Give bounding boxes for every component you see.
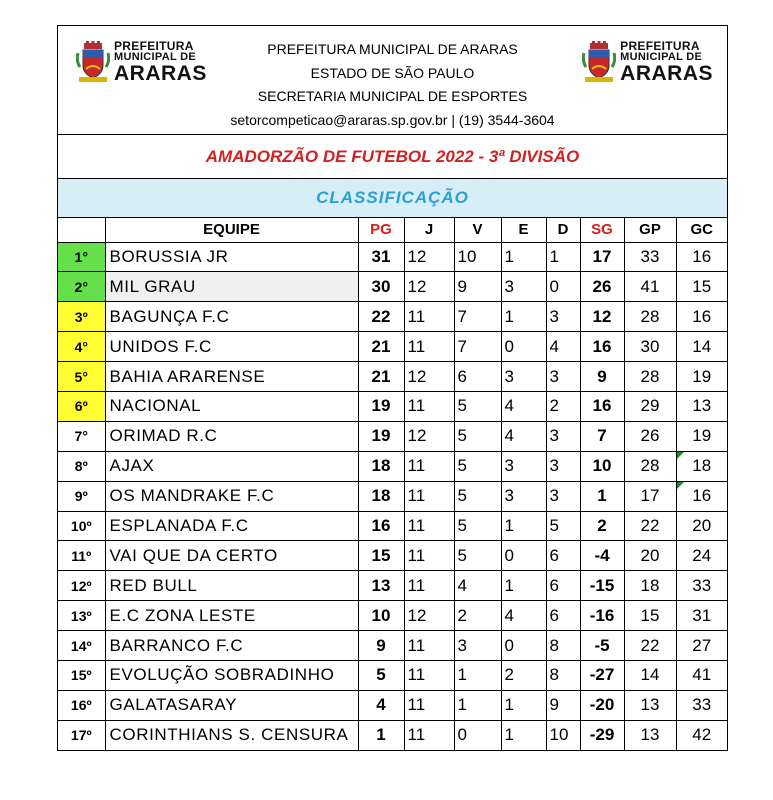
- championship-title: AMADORZÃO DE FUTEBOL 2022 - 3ª DIVISÃO: [58, 135, 727, 179]
- points-cell: 31: [358, 242, 404, 272]
- logo-line-2: MUNICIPAL DE: [620, 51, 703, 63]
- goals-for-cell: 41: [624, 272, 676, 302]
- goals-against-cell: 41: [676, 660, 727, 690]
- draws-cell: 0: [501, 541, 546, 571]
- position-cell: 16º: [58, 690, 105, 720]
- goals-for-cell: 17: [624, 481, 676, 511]
- points-cell: 30: [358, 272, 404, 302]
- position-cell: 7°: [58, 421, 105, 451]
- goal-difference-cell: -20: [580, 690, 624, 720]
- wins-cell: 5: [454, 511, 501, 541]
- wins-cell: 7: [454, 332, 501, 362]
- logo-line-3: ARARAS: [114, 62, 207, 85]
- table-row: [58, 631, 727, 661]
- position-cell: 4°: [58, 332, 105, 362]
- points-cell: 18: [358, 451, 404, 481]
- losses-cell: 5: [546, 511, 580, 541]
- draws-cell: 3: [501, 481, 546, 511]
- draws-cell: 3: [501, 362, 546, 392]
- col-pos-header: [58, 218, 105, 242]
- draws-cell: 1: [501, 720, 546, 750]
- losses-cell: 10: [546, 720, 580, 750]
- logo-line-1: PREFEITURA: [114, 39, 194, 53]
- table-row: [58, 511, 727, 541]
- draws-cell: 4: [501, 601, 546, 631]
- table-row: [58, 481, 727, 511]
- goal-difference-cell: 26: [580, 272, 624, 302]
- games-cell: 11: [404, 541, 454, 571]
- header-line-1: PREFEITURA MUNICIPAL DE ARARAS: [267, 41, 518, 57]
- goals-against-cell: 14: [676, 332, 727, 362]
- wins-cell: 5: [454, 541, 501, 571]
- team-name-cell: CORINTHIANS S. CENSURA: [105, 720, 358, 750]
- table-row: [58, 391, 727, 421]
- goal-difference-cell: 16: [580, 332, 624, 362]
- goals-against-cell: 42: [676, 720, 727, 750]
- draws-cell: 0: [501, 332, 546, 362]
- goals-against-cell: 16: [676, 242, 727, 272]
- goal-difference-cell: 7: [580, 421, 624, 451]
- col-gc-header: GC: [676, 218, 727, 242]
- team-name-cell: NACIONAL: [105, 391, 358, 421]
- games-cell: 11: [404, 631, 454, 661]
- position-cell: 15º: [58, 660, 105, 690]
- goals-against-cell: 33: [676, 690, 727, 720]
- city-logo-right: [582, 40, 713, 84]
- table-row: [58, 242, 727, 272]
- wins-cell: 5: [454, 451, 501, 481]
- logo-line-1: PREFEITURA: [620, 39, 700, 53]
- points-cell: 18: [358, 481, 404, 511]
- table-row: [58, 332, 727, 362]
- goal-difference-cell: -15: [580, 571, 624, 601]
- goals-against-cell: 18: [676, 451, 727, 481]
- draws-cell: 0: [501, 631, 546, 661]
- position-cell: 10º: [58, 511, 105, 541]
- points-cell: 10: [358, 601, 404, 631]
- losses-cell: 2: [546, 391, 580, 421]
- col-pg-header: PG: [358, 218, 404, 242]
- position-cell: 9º: [58, 481, 105, 511]
- losses-cell: 8: [546, 660, 580, 690]
- position-cell: 12º: [58, 571, 105, 601]
- team-name-cell: UNIDOS F.C: [105, 332, 358, 362]
- losses-cell: 3: [546, 302, 580, 332]
- losses-cell: 1: [546, 242, 580, 272]
- draws-cell: 3: [501, 272, 546, 302]
- team-name-cell: OS MANDRAKE F.C: [105, 481, 358, 511]
- col-j-header: J: [404, 218, 454, 242]
- losses-cell: 6: [546, 541, 580, 571]
- wins-cell: 1: [454, 660, 501, 690]
- wins-cell: 7: [454, 302, 501, 332]
- classification-heading: CLASSIFICAÇÃO: [58, 179, 727, 218]
- points-cell: 4: [358, 690, 404, 720]
- header-contact: setorcompeticao@araras.sp.gov.br | (19) 3544-3604: [230, 111, 555, 128]
- table-row: [58, 302, 727, 332]
- points-cell: 1: [358, 720, 404, 750]
- logo-line-2: MUNICIPAL DE: [114, 51, 197, 63]
- points-cell: 9: [358, 631, 404, 661]
- team-name-cell: GALATASARAY: [105, 690, 358, 720]
- team-name-cell: BAGUNÇA F.C: [105, 302, 358, 332]
- table-row: [58, 720, 727, 750]
- goal-difference-cell: 10: [580, 451, 624, 481]
- comment-marker-icon: [677, 452, 684, 459]
- goals-for-cell: 29: [624, 391, 676, 421]
- team-name-cell: BORUSSIA JR: [105, 242, 358, 272]
- games-cell: 11: [404, 571, 454, 601]
- goals-for-cell: 22: [624, 511, 676, 541]
- games-cell: 11: [404, 451, 454, 481]
- team-name-cell: MIL GRAU: [105, 272, 358, 302]
- goals-for-cell: 22: [624, 631, 676, 661]
- col-v-header: V: [454, 218, 501, 242]
- losses-cell: 6: [546, 601, 580, 631]
- table-row: [58, 601, 727, 631]
- losses-cell: 3: [546, 481, 580, 511]
- games-cell: 12: [404, 242, 454, 272]
- games-cell: 12: [404, 272, 454, 302]
- games-cell: 11: [404, 481, 454, 511]
- position-cell: 2°: [58, 272, 105, 302]
- games-cell: 11: [404, 690, 454, 720]
- col-gp-header: GP: [624, 218, 676, 242]
- table-header-row: [58, 218, 727, 242]
- wins-cell: 4: [454, 571, 501, 601]
- draws-cell: 2: [501, 660, 546, 690]
- position-cell: 5°: [58, 362, 105, 392]
- standings-table: [58, 218, 727, 750]
- points-cell: 16: [358, 511, 404, 541]
- table-row: [58, 421, 727, 451]
- goals-for-cell: 28: [624, 362, 676, 392]
- goals-against-cell: 13: [676, 391, 727, 421]
- games-cell: 11: [404, 332, 454, 362]
- goals-for-cell: 28: [624, 302, 676, 332]
- points-cell: 21: [358, 332, 404, 362]
- goal-difference-cell: 1: [580, 481, 624, 511]
- goals-for-cell: 18: [624, 571, 676, 601]
- goals-against-cell: 20: [676, 511, 727, 541]
- team-name-cell: BARRANCO F.C: [105, 631, 358, 661]
- document-header: [58, 26, 727, 135]
- goals-against-cell: 31: [676, 601, 727, 631]
- losses-cell: 3: [546, 451, 580, 481]
- wins-cell: 6: [454, 362, 501, 392]
- goals-for-cell: 14: [624, 660, 676, 690]
- wins-cell: 0: [454, 720, 501, 750]
- goal-difference-cell: -16: [580, 601, 624, 631]
- logo-line-3: ARARAS: [620, 62, 713, 85]
- draws-cell: 1: [501, 511, 546, 541]
- col-d-header: D: [546, 218, 580, 242]
- col-e-header: E: [501, 218, 546, 242]
- games-cell: 12: [404, 601, 454, 631]
- points-cell: 5: [358, 660, 404, 690]
- draws-cell: 1: [501, 302, 546, 332]
- goals-for-cell: 15: [624, 601, 676, 631]
- comment-marker-icon: [677, 482, 684, 489]
- wins-cell: 10: [454, 242, 501, 272]
- goals-against-cell: 19: [676, 421, 727, 451]
- goals-for-cell: 13: [624, 690, 676, 720]
- table-row: [58, 571, 727, 601]
- coat-of-arms-icon: [582, 41, 616, 83]
- wins-cell: 5: [454, 421, 501, 451]
- goal-difference-cell: 9: [580, 362, 624, 392]
- wins-cell: 5: [454, 391, 501, 421]
- goals-against-cell: 24: [676, 541, 727, 571]
- losses-cell: 0: [546, 272, 580, 302]
- table-row: [58, 541, 727, 571]
- table-row: [58, 362, 727, 392]
- goals-for-cell: 20: [624, 541, 676, 571]
- position-cell: 6º: [58, 391, 105, 421]
- position-cell: 11º: [58, 541, 105, 571]
- team-name-cell: RED BULL: [105, 571, 358, 601]
- goal-difference-cell: -5: [580, 631, 624, 661]
- points-cell: 13: [358, 571, 404, 601]
- games-cell: 12: [404, 362, 454, 392]
- points-cell: 21: [358, 362, 404, 392]
- goals-against-cell: 16: [676, 302, 727, 332]
- team-name-cell: AJAX: [105, 451, 358, 481]
- table-row: [58, 272, 727, 302]
- header-line-3: SECRETARIA MUNICIPAL DE ESPORTES: [257, 88, 528, 104]
- draws-cell: 1: [501, 571, 546, 601]
- goal-difference-cell: 12: [580, 302, 624, 332]
- table-row: [58, 660, 727, 690]
- col-team-header: EQUIPE: [105, 218, 358, 242]
- losses-cell: 4: [546, 332, 580, 362]
- team-name-cell: BAHIA ARARENSE: [105, 362, 358, 392]
- losses-cell: 8: [546, 631, 580, 661]
- goals-against-cell: 27: [676, 631, 727, 661]
- goals-against-cell: 16: [676, 481, 727, 511]
- wins-cell: 3: [454, 631, 501, 661]
- games-cell: 11: [404, 511, 454, 541]
- header-line-2: ESTADO DE SÃO PAULO: [310, 64, 475, 81]
- points-cell: 19: [358, 421, 404, 451]
- draws-cell: 4: [501, 391, 546, 421]
- goals-for-cell: 33: [624, 242, 676, 272]
- losses-cell: 3: [546, 421, 580, 451]
- position-cell: 1°: [58, 242, 105, 272]
- team-name-cell: EVOLUÇÃO SOBRADINHO: [105, 660, 358, 690]
- table-row: [58, 690, 727, 720]
- goals-for-cell: 13: [624, 720, 676, 750]
- wins-cell: 5: [454, 481, 501, 511]
- games-cell: 11: [404, 391, 454, 421]
- position-cell: 14º: [58, 631, 105, 661]
- goals-for-cell: 26: [624, 421, 676, 451]
- team-name-cell: E.C ZONA LESTE: [105, 601, 358, 631]
- draws-cell: 4: [501, 421, 546, 451]
- team-name-cell: ORIMAD R.C: [105, 421, 358, 451]
- table-row: [58, 451, 727, 481]
- position-cell: 13º: [58, 601, 105, 631]
- games-cell: 11: [404, 660, 454, 690]
- draws-cell: 1: [501, 690, 546, 720]
- goals-for-cell: 28: [624, 451, 676, 481]
- wins-cell: 2: [454, 601, 501, 631]
- goals-against-cell: 33: [676, 571, 727, 601]
- draws-cell: 1: [501, 242, 546, 272]
- draws-cell: 3: [501, 451, 546, 481]
- goal-difference-cell: 2: [580, 511, 624, 541]
- losses-cell: 3: [546, 362, 580, 392]
- points-cell: 19: [358, 391, 404, 421]
- games-cell: 11: [404, 302, 454, 332]
- wins-cell: 1: [454, 690, 501, 720]
- games-cell: 12: [404, 421, 454, 451]
- losses-cell: 6: [546, 571, 580, 601]
- goals-against-cell: 19: [676, 362, 727, 392]
- wins-cell: 9: [454, 272, 501, 302]
- goals-for-cell: 30: [624, 332, 676, 362]
- position-cell: 3º: [58, 302, 105, 332]
- goal-difference-cell: -29: [580, 720, 624, 750]
- team-name-cell: ESPLANADA F.C: [105, 511, 358, 541]
- col-sg-header: SG: [580, 218, 624, 242]
- points-cell: 22: [358, 302, 404, 332]
- goal-difference-cell: 17: [580, 242, 624, 272]
- goal-difference-cell: -4: [580, 541, 624, 571]
- team-name-cell: VAI QUE DA CERTO: [105, 541, 358, 571]
- games-cell: 11: [404, 720, 454, 750]
- points-cell: 15: [358, 541, 404, 571]
- goal-difference-cell: 16: [580, 391, 624, 421]
- position-cell: 17º: [58, 720, 105, 750]
- goal-difference-cell: -27: [580, 660, 624, 690]
- losses-cell: 9: [546, 690, 580, 720]
- position-cell: 8º: [58, 451, 105, 481]
- goals-against-cell: 15: [676, 272, 727, 302]
- standings-sheet: [57, 25, 728, 751]
